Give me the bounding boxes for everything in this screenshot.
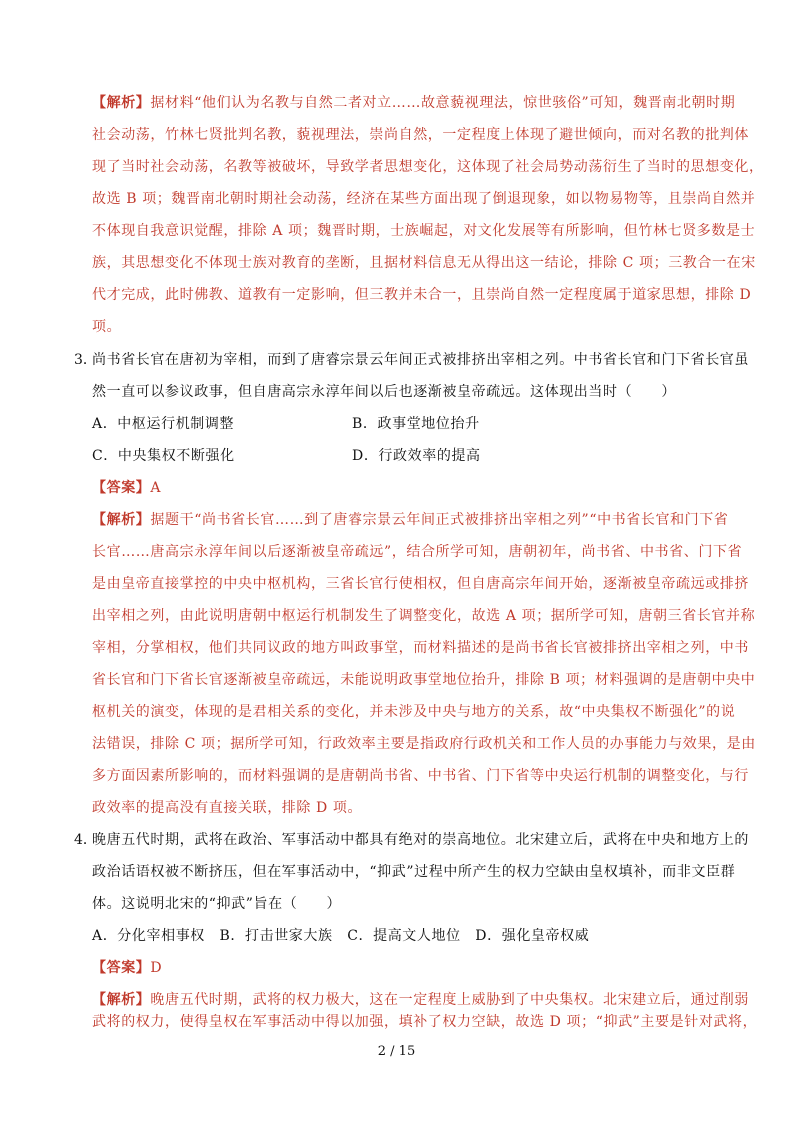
- q4-stem-line: 晚唐五代时期，武将在政治、军事活动中都具有绝对的崇高地位。北宋建立后，武将在中央和地方上的: [92, 832, 749, 848]
- q3-answer: [92, 478, 161, 498]
- q2-analysis-line: 【解析】据材料“他们认为名教与自然二者对立……故意藐视理法，惊世骇俗”可知，魏晋南北朝时期: [92, 95, 736, 111]
- q2-analysis-line: 故选 B 项；魏晋南北朝时期社会动荡，经济在某些方面出现了倒退现象，如以物易物等，且崇尚自然并: [92, 191, 756, 207]
- q3-number: 3．: [74, 352, 97, 368]
- q2-analysis-line: 现了当时社会动荡，名教等被破坏，导致学者思想变化，这体现了社会局势动荡衍生了当时的思想变化，: [92, 159, 764, 175]
- q3-option-d: D．行政效率的提高: [352, 448, 481, 464]
- q4-analysis-line: 武将的权力，使得皇权在军事活动中得以加强，填补了权力空缺，故选 D 项；“抑武”主要是针对武将，: [92, 1014, 758, 1030]
- q3-option-a: A．中枢运行机制调整: [92, 416, 235, 432]
- q3-analysis-line: 【解析】据题干“尚书省长官……到了唐睿宗景云年间正式被排挤出宰相之列”“中书省长官和门下省: [92, 512, 729, 528]
- q4-analysis-line: 【解析】晚唐五代时期，武将的权力极大，这在一定程度上威胁到了中央集权。北宋建立后，通过削弱: [92, 992, 750, 1008]
- q3-stem-line: 尚书省长官在唐初为宰相，而到了唐睿宗景云年间正式被排挤出宰相之列。中书省长官和门下省长官虽: [92, 352, 749, 368]
- q3-analysis-line: 政效率的提高没有直接关联，排除 D 项。: [92, 800, 363, 816]
- answer-value: D: [150, 960, 163, 976]
- analysis-tag: 【解析】: [92, 992, 151, 1008]
- analysis-tag: 【解析】: [92, 95, 151, 111]
- analysis-tag: 【解析】: [92, 512, 151, 528]
- answer-value: A: [150, 480, 162, 496]
- q3-analysis-line: 多方面因素所影响的，而材料强调的是唐朝尚书省、中书省、门下省等中央运行机制的调整变化，与行: [92, 768, 749, 784]
- q4-stem-line: 体。这说明北宋的“抑武”旨在（ ）: [92, 896, 342, 912]
- page-number: 2 / 15: [377, 1044, 416, 1059]
- q3-analysis-line: 省长官和门下省长官逐渐被皇帝疏远，未能说明政事堂地位抬升，排除 B 项；材料强调的是唐朝中央中: [92, 672, 756, 688]
- answer-tag: 【答案】: [92, 960, 151, 976]
- q4-answer: [92, 958, 162, 978]
- q3-stem-line: 然一直可以参议政事，但自唐高宗永淳年间以后也逐渐被皇帝疏远。这体现出当时（ ）: [92, 384, 676, 400]
- q3-option-b: B．政事堂地位抬升: [352, 416, 480, 432]
- q3-analysis-line: 宰相，分掌相权，他们共同议政的地方叫政事堂，而材料描述的是尚书省长官被排挤出宰相之列，中书: [92, 640, 749, 656]
- q2-analysis-line: 项。: [92, 319, 122, 335]
- q4-stem-line: 政治话语权被不断挤压，但在军事活动中，“抑武”过程中所产生的权力空缺由皇权填补，而非文臣群: [92, 864, 736, 880]
- answer-tag: 【答案】: [92, 480, 151, 496]
- q2-analysis-line: 族，其思想变化不体现士族对教育的垄断，且据材料信息无从得出这一结论，排除 C 项；三教合一在宋: [92, 255, 756, 271]
- q4-options: A．分化宰相事权 B．打击世家大族 C．提高文人地位 D．强化皇帝权威: [92, 928, 590, 944]
- q3-analysis-line: 长官……唐高宗永淳年间以后逐渐被皇帝疏远”，结合所学可知，唐朝初年，尚书省、中书省、门下省: [92, 544, 743, 560]
- q4-number: 4．: [74, 832, 97, 848]
- q3-analysis-line: 法错误，排除 C 项；据所学可知，行政效率主要是指政府行政机关和工作人员的办事能力与效果，是由: [92, 736, 756, 752]
- q3-analysis-line: 是由皇帝直接掌控的中央中枢机构，三省长官行使相权，但自唐高宗年间开始，逐渐被皇帝疏远或排挤: [92, 576, 749, 592]
- q2-analysis-line: 社会动荡，竹林七贤批判名教，藐视理法，崇尚自然，一定程度上体现了避世倾向，而对名教的批判体: [92, 127, 749, 143]
- q3-analysis-line: 出宰相之列，由此说明唐朝中枢运行机制发生了调整变化，故选 A 项；据所学可知，唐朝三省长官并称: [92, 608, 756, 624]
- q2-analysis-line: 代才完成，此时佛教、道教有一定影响，但三教并未合一，且崇尚自然一定程度属于道家思想，排除 D: [92, 287, 752, 303]
- q3-analysis-line: 枢机关的演变，体现的是君相关系的变化，并未涉及中央与地方的关系，故“中央集权不断强化”的说: [92, 704, 736, 720]
- q3-option-c: C．中央集权不断强化: [92, 448, 235, 464]
- q2-analysis-line: 不体现自我意识觉醒，排除 A 项；魏晋时期，士族崛起，对文化发展等有所影响，但竹林七贤多数是士: [92, 223, 756, 239]
